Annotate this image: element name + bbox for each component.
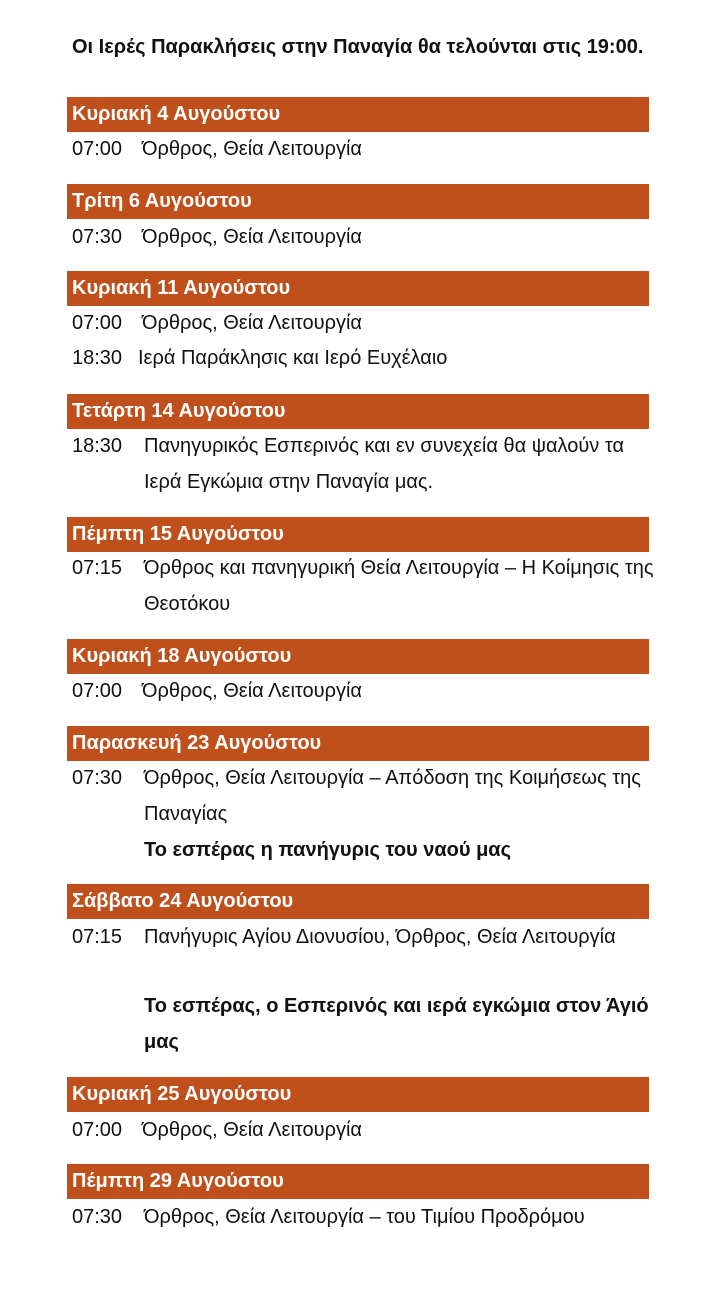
day-header: Παρασκευή 23 Αυγούστου [67, 726, 649, 761]
entry-text: Όρθρος, Θεία Λειτουργία [142, 226, 362, 248]
day-header: Πέμπτη 29 Αυγούστου [67, 1164, 649, 1199]
intro-text: Οι Ιερές Παρακλήσεις στην Παναγία θα τελούνται στις 19:00. [72, 36, 644, 58]
entry-text: Πανηγυρικός Εσπερινός και εν συνεχεία θα ψαλούν τα Ιερά Εγκώμια στην Παναγία μας. [144, 435, 625, 493]
entry-time: 07:30 [72, 767, 123, 789]
entry-time: 07:00 [72, 138, 123, 160]
entry-time: 07:00 [72, 312, 123, 334]
entry-text: Όρθρος, Θεία Λειτουργία [142, 138, 362, 160]
entry-time: 18:30 [72, 347, 123, 369]
evening-note: Το εσπέρας, ο Εσπερινός και ιερά εγκώμια στον Άγιό μας [144, 995, 649, 1053]
day-header: Τρίτη 6 Αυγούστου [67, 184, 649, 219]
day-header: Κυριακή 18 Αυγούστου [67, 639, 649, 674]
day-header: Κυριακή 11 Αυγούστου [67, 271, 649, 306]
day-header: Κυριακή 25 Αυγούστου [67, 1077, 649, 1112]
evening-note: Το εσπέρας η πανήγυρις του ναού μας [144, 839, 512, 861]
day-header: Τετάρτη 14 Αυγούστου [67, 394, 649, 429]
day-header: Κυριακή 4 Αυγούστου [67, 97, 649, 132]
entry-text: Όρθρος, Θεία Λειτουργία [142, 1119, 362, 1141]
entry-time: 07:15 [72, 557, 123, 579]
entry-time: 07:00 [72, 680, 123, 702]
entry-time: 18:30 [72, 435, 123, 457]
entry-time: 07:30 [72, 226, 123, 248]
entry-text: Όρθρος, Θεία Λειτουργία [142, 680, 362, 702]
entry-text: Όρθρος, Θεία Λειτουργία – του Τιμίου Προδρόμου [144, 1206, 585, 1228]
entry-text: Όρθρος, Θεία Λειτουργία – Απόδοση της Κοιμήσεως της Παναγίας [144, 767, 641, 825]
day-header: Πέμπτη 15 Αυγούστου [67, 517, 649, 552]
day-header: Σάββατο 24 Αυγούστου [67, 884, 649, 919]
entry-text: Ιερά Παράκλησις και Ιερό Ευχέλαιο [138, 347, 448, 369]
entry-text: Πανήγυρις Αγίου Διονυσίου, Όρθρος, Θεία Λειτουργία [144, 926, 616, 948]
entry-text: Όρθρος, Θεία Λειτουργία [142, 312, 362, 334]
entry-text: Όρθρος και πανηγυρική Θεία Λειτουργία – Η Κοίμησις της Θεοτόκου [144, 557, 654, 615]
entry-time: 07:15 [72, 926, 123, 948]
entry-time: 07:30 [72, 1206, 123, 1228]
entry-time: 07:00 [72, 1119, 123, 1141]
